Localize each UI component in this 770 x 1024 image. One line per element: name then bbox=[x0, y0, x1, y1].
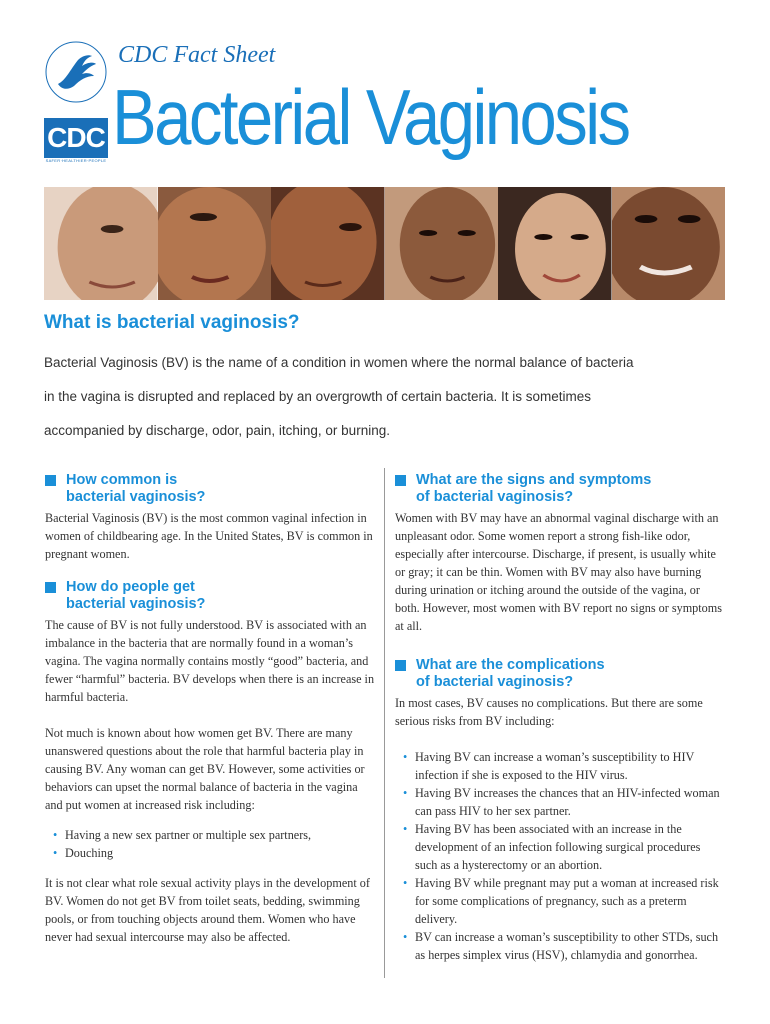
intro-line: in the vagina is disrupted and replaced by an overgrowth of certain bacteria. It is sometimes bbox=[44, 389, 592, 404]
cdc-tagline: SAFER·HEALTHIER·PEOPLE bbox=[45, 158, 107, 163]
intro-paragraph bbox=[44, 346, 724, 448]
section-heading-how-get: How do people get bacterial vaginosis? bbox=[45, 579, 375, 613]
section-heading-how-common: How common is bacterial vaginosis? bbox=[45, 472, 375, 506]
page-title: Bacterial Vaginosis bbox=[112, 73, 629, 161]
right-column bbox=[395, 472, 725, 964]
square-bullet-icon bbox=[395, 660, 406, 671]
left-column bbox=[45, 472, 375, 946]
paragraph: Women with BV may have an abnormal vaginal discharge with an unpleasant odor. Some women report a strong fish-like odor, especially after intercourse. Discharge, if present, is usually white or gray; it can be thin. Women with BV may also have burning during urination or itching around the outside of the vagina, or both. However, most women with BV report no signs or symptoms at all. bbox=[395, 511, 722, 633]
intro-line: accompanied by discharge, odor, pain, itching, or burning. bbox=[44, 423, 390, 438]
column-divider bbox=[384, 468, 385, 978]
list-item: • Douching bbox=[45, 844, 375, 862]
section-heading-signs: What are the signs and symptoms of bacterial vaginosis? bbox=[395, 472, 725, 506]
paragraph: Bacterial Vaginosis (BV) is the most common vaginal infection in women of childbearing age. In the United States, BV is common in pregnant women. bbox=[45, 511, 373, 561]
list-item: • BV can increase a woman’s susceptibility to other STDs, such as herpes simplex virus (HSV), chlamydia and gonorrhea. bbox=[395, 928, 725, 964]
photo-face-1 bbox=[44, 187, 158, 300]
cdc-wordmark: CDC bbox=[44, 118, 108, 158]
photo-face-6 bbox=[612, 187, 726, 300]
list-item: • Having BV can increase a woman’s susceptibility to HIV infection if she is exposed to the HIV virus. bbox=[395, 748, 725, 784]
intro-line: Bacterial Vaginosis (BV) is the name of a condition in women where the normal balance of bacteria bbox=[44, 355, 634, 370]
paragraph: In most cases, BV causes no complications. But there are some serious risks from BV including: bbox=[395, 696, 703, 728]
intro-heading: What is bacterial vaginosis? bbox=[44, 312, 300, 333]
hhs-seal-icon bbox=[44, 40, 108, 104]
section-heading-complications: What are the complications of bacterial vaginosis? bbox=[395, 657, 725, 691]
list-item: • Having BV while pregnant may put a woman at increased risk for some complications of pregnancy, such as a preterm delivery. bbox=[395, 874, 725, 928]
complications-list bbox=[395, 748, 725, 964]
risk-list bbox=[45, 826, 375, 862]
photo-face-4 bbox=[385, 187, 499, 300]
paragraph: The cause of BV is not fully understood. BV is associated with an imbalance in the bacteria that are normally found in a woman’s vagina. The vagina normally contains mostly “good” bacteria, and fewer “harmful” bacteria. BV develops when there is an increase in harmful bacteria. bbox=[45, 618, 375, 704]
photo-face-5 bbox=[498, 187, 612, 300]
paragraph: Not much is known about how women get BV. There are many unanswered questions about the role that harmful bacteria play in causing BV. Any woman can get BV. However, some activities or behaviors can upset the normal balance of bacteria in the vagina and put women at increased risk including: bbox=[45, 726, 365, 812]
square-bullet-icon bbox=[395, 475, 406, 486]
paragraph: It is not clear what role sexual activity plays in the development of BV. Women do not get BV from toilet seats, bedding, swimming pools, or from touching objects around them. Women who have never had sexual intercourse may also be affected. bbox=[45, 876, 370, 944]
photo-face-2 bbox=[158, 187, 272, 300]
square-bullet-icon bbox=[45, 475, 56, 486]
photo-strip bbox=[44, 187, 725, 300]
list-item: • Having a new sex partner or multiple sex partners, bbox=[45, 826, 375, 844]
square-bullet-icon bbox=[45, 582, 56, 593]
cdc-logo bbox=[44, 40, 108, 162]
fact-sheet-label: CDC Fact Sheet bbox=[118, 42, 276, 68]
list-item: • Having BV increases the chances that an HIV-infected woman can pass HIV to her sex partner. bbox=[395, 784, 725, 820]
list-item: • Having BV has been associated with an increase in the development of an infection following surgical procedures such as a hysterectomy or an abortion. bbox=[395, 820, 725, 874]
photo-face-3 bbox=[271, 187, 385, 300]
